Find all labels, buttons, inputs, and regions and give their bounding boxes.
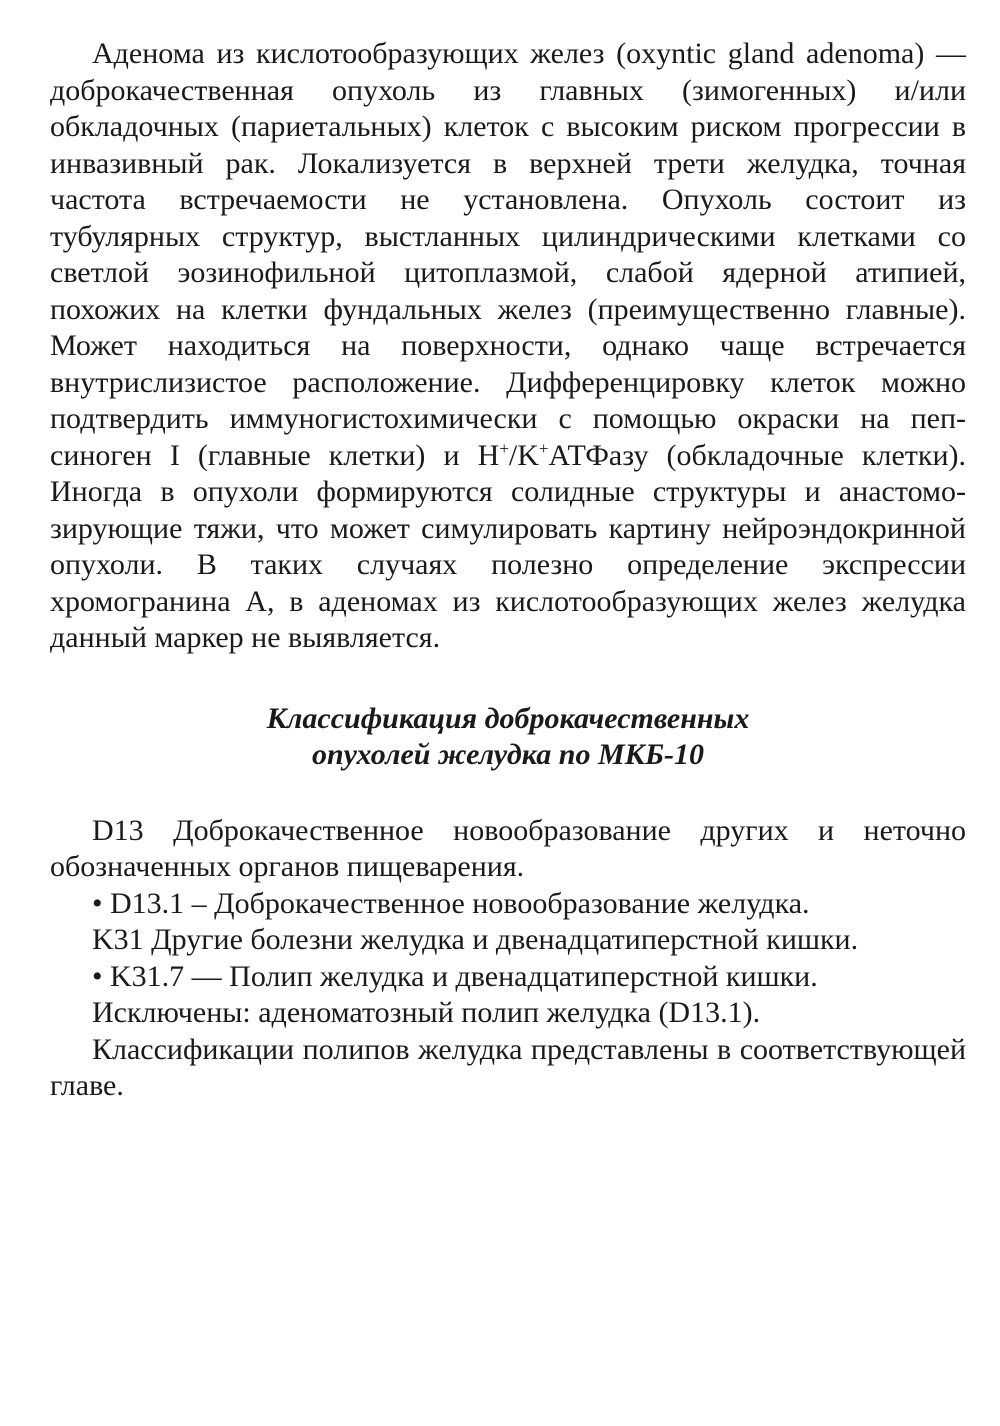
excluded-entry: Исключены: аденоматозный полип желудка (D13.1).	[92, 996, 761, 1029]
icd-k31-7-entry: • K31.7 — Полип желудка и двенадцатиперстной кишки.	[92, 959, 818, 993]
icd-d13-1-entry: • D13.1 – Доброкачественное новообразование желудка.	[92, 886, 810, 920]
icd-k31-entry: K31 Другие болезни желудка и двенадцатиперстной кишки.	[92, 923, 859, 956]
adenoma-paragraph	[50, 36, 966, 657]
section-heading	[50, 701, 966, 773]
heading-line-1: Классификация доброкачественных	[266, 701, 750, 735]
page-content	[50, 36, 966, 1105]
heading-line-2: опухолей желудка по МКБ-10	[311, 737, 705, 771]
adenoma-text-part3: АТФазу (обкладочные клетки). Иногда в опухоли формируются солидные структуры и анастомозирующие тяжи, что может симулировать картину нейроэндокринной опухоли. В таких случаях полезно определение экспрессии хромогранина А, в аденомах из кислотообразующих желез желудка данный маркер не выявляется.	[50, 438, 966, 654]
adenoma-text-part1: Аденома из кислотообразующих желез (oxyntic gland adenoma) — доброкачественная опухоль из главных (зимогенных) и/или обкладочных (париетальных) клеток с высоким риском прогрессии в инвазивный рак. Локализуется в верхней трети желудка, точная частота встречаемости не установлена. Опухоль состоит из тубулярных структур, выстланных цилиндрическими клетками со светлой эозинофильной цитоплазмой, слабой ядерной атипией, похожих на клетки фундальных желез (преимущественно главные). Может находиться на поверхности, однако чаще встречается внутрислизистое расположение. Дифференцировку клеток можно подтвердить иммуногистохимически с помощью окраски на пепсиноген I (главные клетки) и H	[50, 37, 966, 472]
icd-d13-entry: D13 Доброкачественное новообразование других и неточно обозначенных органов пищеварения.	[50, 813, 966, 883]
polyp-classification-note: Классификации полипов желудка представлены в соответствующей главе.	[50, 1032, 966, 1102]
k-ion-charge: +	[538, 438, 549, 458]
adenoma-text-part2: /K	[508, 438, 539, 472]
h-ion-charge: +	[499, 438, 509, 458]
